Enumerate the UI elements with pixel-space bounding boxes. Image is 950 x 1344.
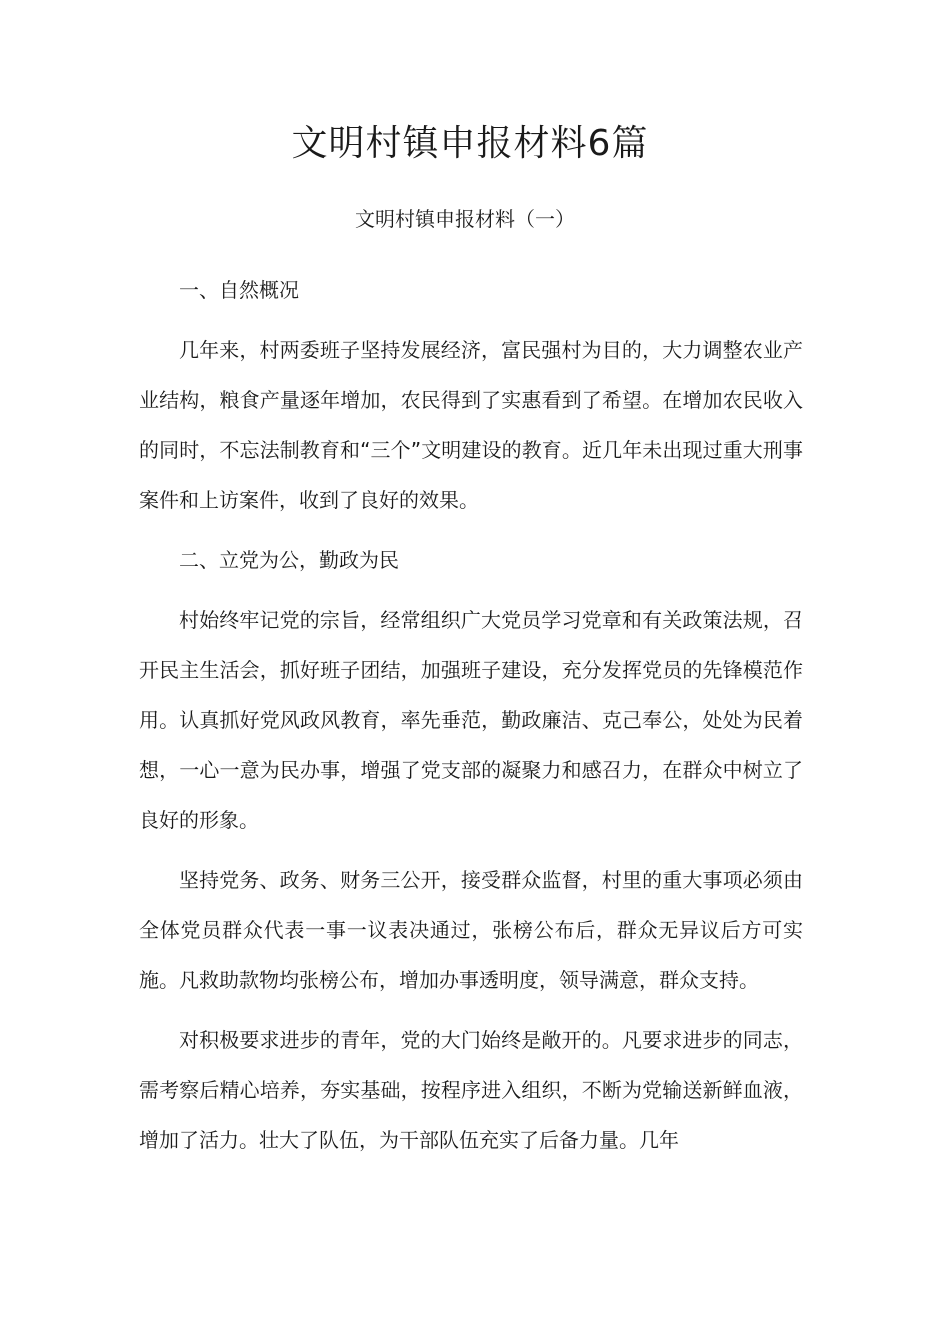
paragraph: 村始终牢记党的宗旨，经常组织广大党员学习党章和有关政策法规，召开民主生活会，抓好班子团结，加强班子建设，充分发挥党员的先锋模范作用。认真抓好党风政风教育，率先垂范，勤政廉洁、克己奉公，处处为民着想，一心一意为民办事，增强了党支部的凝聚力和感召力，在群众中树立了良好的形象。: [139, 608, 803, 832]
page-title: 文明村镇申报材料6篇: [291, 123, 649, 164]
paragraph: 对积极要求进步的青年，党的大门始终是敞开的。凡要求进步的同志，需考察后精心培养，夯实基础，按程序进入组织，不断为党输送新鲜血液，增加了活力。壮大了队伍，为干部队伍充实了后备力量。几年: [139, 1028, 803, 1152]
page-subtitle: 文明村镇申报材料（一）: [355, 207, 575, 231]
section-heading-natural-overview: 一、自然概况: [179, 278, 299, 302]
paragraph: 几年来，村两委班子坚持发展经济，富民强村为目的，大力调整农业产业结构，粮食产量逐年增加，农民得到了实惠看到了希望。在增加农民收入的同时，不忘法制教育和“三个”文明建设的教育。近几年未出现过重大刑事案件和上访案件，收到了良好的效果。: [139, 338, 803, 512]
paragraph: 坚持党务、政务、财务三公开，接受群众监督，村里的重大事项必须由全体党员群众代表一事一议表决通过，张榜公布后，群众无异议后方可实施。凡救助款物均张榜公布，增加办事透明度，领导满意，群众支持。: [139, 868, 803, 992]
section-heading-party-for-public: 二、立党为公，勤政为民: [179, 548, 399, 572]
document-body: [139, 265, 803, 1175]
